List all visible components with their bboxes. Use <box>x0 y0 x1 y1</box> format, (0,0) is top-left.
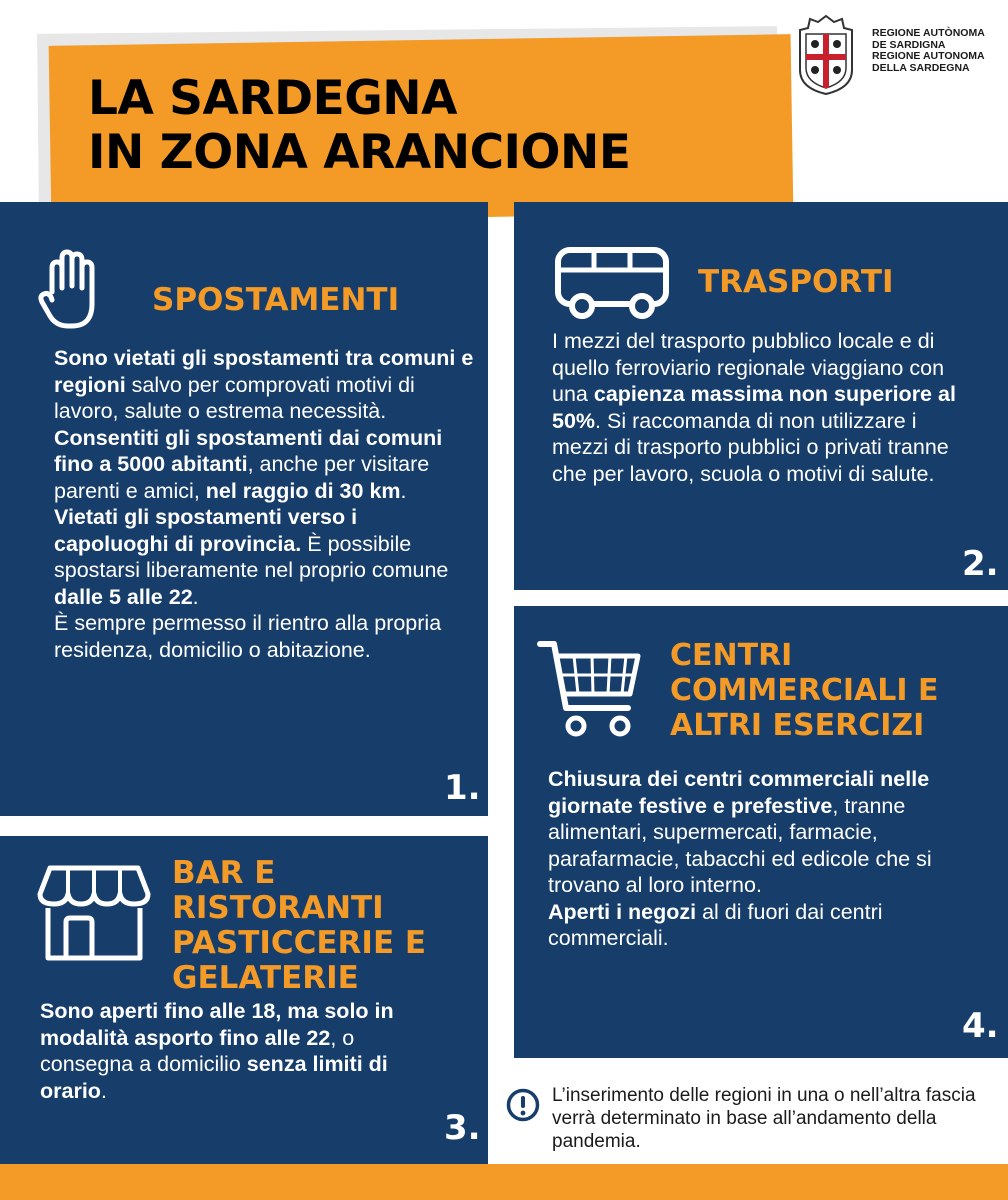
bar-text-2: , o consegna a domicilio <box>40 1025 355 1076</box>
logo-line-1: REGIONE AUTÒNOMA <box>872 27 985 39</box>
bar-ristoranti-panel <box>0 836 488 1164</box>
spostamenti-bold-2: Consentiti gli spostamenti dai comuni fino a 5000 abitanti <box>54 425 443 476</box>
trasporti-text-3: . Si raccomanda di non utilizzare i mezzi di trasporto pubblici o privati tranne che per lavoro, scuola o motivi di salute. <box>552 408 949 486</box>
exclamation-circle-icon <box>506 1088 540 1122</box>
page-title <box>88 72 768 180</box>
spostamenti-heading: SPOSTAMENTI <box>152 282 400 318</box>
spostamenti-normal-3: . <box>400 478 407 503</box>
bottom-accent-bar <box>0 1164 1008 1200</box>
spostamenti-panel <box>0 202 488 816</box>
centri-text <box>548 766 978 952</box>
regione-logo-text <box>872 28 985 74</box>
centri-heading-line-3: ALTRI ESERCIZI <box>670 708 925 743</box>
spostamenti-normal-2: , anche per visitare parenti e amici, <box>54 452 430 503</box>
centri-heading-line-1: CENTRI <box>670 638 793 673</box>
trasporti-panel <box>514 202 1008 590</box>
logo-line-3: REGIONE AUTONOMA <box>872 50 985 62</box>
centri-text-4: al di fuori dai centri commerciali. <box>548 899 883 950</box>
hand-stop-icon <box>38 248 104 332</box>
centri-heading-line-2: COMMERCIALI E <box>670 673 939 708</box>
centri-text-2: , tranne alimentari, supermercati, farmacie, parafarmacie, tabacchi ed edicole che si trovano al loro interno. <box>548 793 932 897</box>
logo-line-4: DELLA SARDEGNA <box>872 61 970 74</box>
section-number-4: 4. <box>962 1006 999 1046</box>
shopping-cart-icon <box>536 636 646 742</box>
centri-heading <box>670 638 938 743</box>
logo-line-2: DE SARDIGNA <box>872 38 946 51</box>
bus-icon <box>554 246 670 320</box>
bar-text-bold-1: Sono aperti fino alle 18, ma solo in modalità asporto fino alle 22 <box>40 999 394 1050</box>
spostamenti-normal-5: . <box>192 584 199 609</box>
spostamenti-bold-5: dalle 5 alle 22 <box>54 584 193 609</box>
section-number-1: 1. <box>444 768 481 808</box>
page-title-line-2: IN ZONA ARANCIONE <box>88 125 631 180</box>
spostamenti-bold-3: nel raggio di 30 km <box>205 478 401 503</box>
centri-commerciali-panel <box>514 606 1008 1058</box>
bar-text-bold-2: senza limiti di orario <box>40 1052 388 1103</box>
shop-icon <box>36 864 152 964</box>
trasporti-text <box>552 328 972 487</box>
spostamenti-normal-4: È possibile spostarsi liberamente nel proprio comune <box>54 531 449 582</box>
bar-heading-line-2: RISTORANTI <box>172 890 384 926</box>
trasporti-text-1: I mezzi del trasporto pubblico locale e di quello ferroviario regionale viaggiano con una <box>552 329 945 406</box>
trasporti-text-bold: capienza massima non superiore al 50% <box>552 382 956 433</box>
section-number-3: 3. <box>444 1108 481 1148</box>
spostamenti-text <box>54 345 474 663</box>
spostamenti-bold-4: Vietati gli spostamenti verso i capoluoghi di provincia. <box>54 505 358 556</box>
spostamenti-normal-6: È sempre permesso il rientro alla propria residenza, domicilio o abitazione. <box>54 611 442 662</box>
bar-heading <box>172 856 426 996</box>
bar-heading-line-3: PASTICCERIE E <box>172 925 427 961</box>
regione-coat-of-arms-logo <box>790 14 862 96</box>
bar-text-4: . <box>100 1078 107 1103</box>
page-title-line-1: LA SARDEGNA <box>88 71 458 126</box>
spostamenti-normal-1: salvo per comprovati motivi di lavoro, salute o estrema necessità. <box>54 372 415 423</box>
pandemic-note: L’inserimento delle regioni in una o nell’altra fascia verrà determinato in base all’andamento della pandemia. <box>552 1085 976 1152</box>
spostamenti-bold-1: Sono vietati gli spostamenti tra comuni e regioni <box>54 346 474 397</box>
bar-heading-line-1: BAR E <box>172 855 276 891</box>
bar-text <box>40 998 440 1104</box>
section-number-2: 2. <box>962 544 999 584</box>
centri-text-bold-2: Aperti i negozi <box>548 899 697 924</box>
bar-heading-line-4: GELATERIE <box>172 960 359 996</box>
centri-text-bold-1: Chiusura dei centri commerciali nelle giornate festive e prefestive <box>548 767 930 818</box>
trasporti-heading: TRASPORTI <box>698 264 894 300</box>
